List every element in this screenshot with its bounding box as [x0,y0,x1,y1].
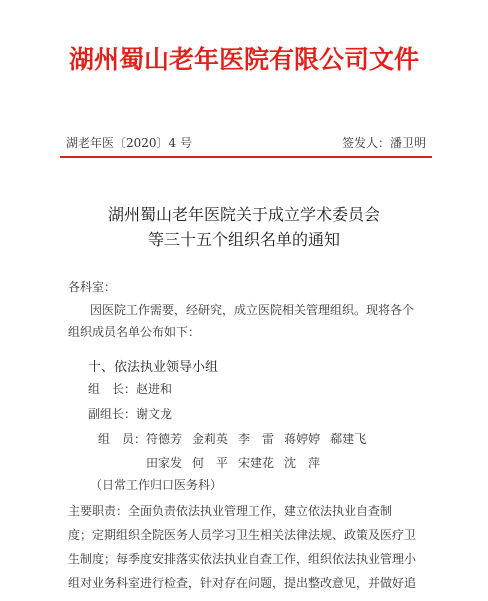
duty-line-2: 度；定期组织全院医务人员学习卫生相关法律法规、政策及医疗卫 [68,528,417,542]
notice-title-line-1: 湖州蜀山老年医院关于成立学术委员会 [107,205,380,224]
document-number: 湖老年医〔2020〕4 号 [66,136,192,150]
intro-line-2: 组织成员名单公布如下： [68,325,201,339]
member-name: 蒋婷婷 [284,432,321,446]
document-meta-row [66,134,426,154]
department-note: （日常工作归口医务科） [90,478,223,492]
members-row-2 [146,454,330,471]
duty-line-1: 主要职责：全面负责依法执业管理工作，建立依法执业自查制 [68,504,393,518]
member-name: 何 平 [192,456,229,470]
addressee: 各科室： [68,280,117,294]
deputy-leader: 副组长：谢文龙 [88,407,173,421]
section-heading: 十、依法执业领导小组 [88,360,219,375]
members-label: 组 员： [98,432,147,446]
member-name: 李 雷 [238,432,275,446]
duty-line-4: 组对业务科室进行检查，针对存在问题，提出整改意见，并做好追 [68,576,417,590]
member-name: 符德芳 [146,432,183,446]
member-name: 沈 萍 [284,456,321,470]
document-signer: 签发人：潘卫明 [341,136,426,150]
member-name: 郗建飞 [330,432,367,446]
intro-line-1: 因医院工作需要，经研究，成立医院相关管理组织。现将各个 [90,303,415,317]
document-header-title: 湖州蜀山老年医院有限公司文件 [68,45,419,74]
group-leader: 组 长：赵进和 [88,382,173,396]
notice-title-line-2: 等三十五个组织名单的通知 [147,230,340,249]
duty-line-3: 生制度；每季度安排落实依法执业自查工作，组织依法执业管理小 [68,552,417,566]
member-name: 田家发 [146,456,183,470]
member-name: 金莉英 [192,432,229,446]
member-name: 宋建花 [238,456,275,470]
red-divider-line [60,156,432,158]
members-row-1 [98,430,376,447]
